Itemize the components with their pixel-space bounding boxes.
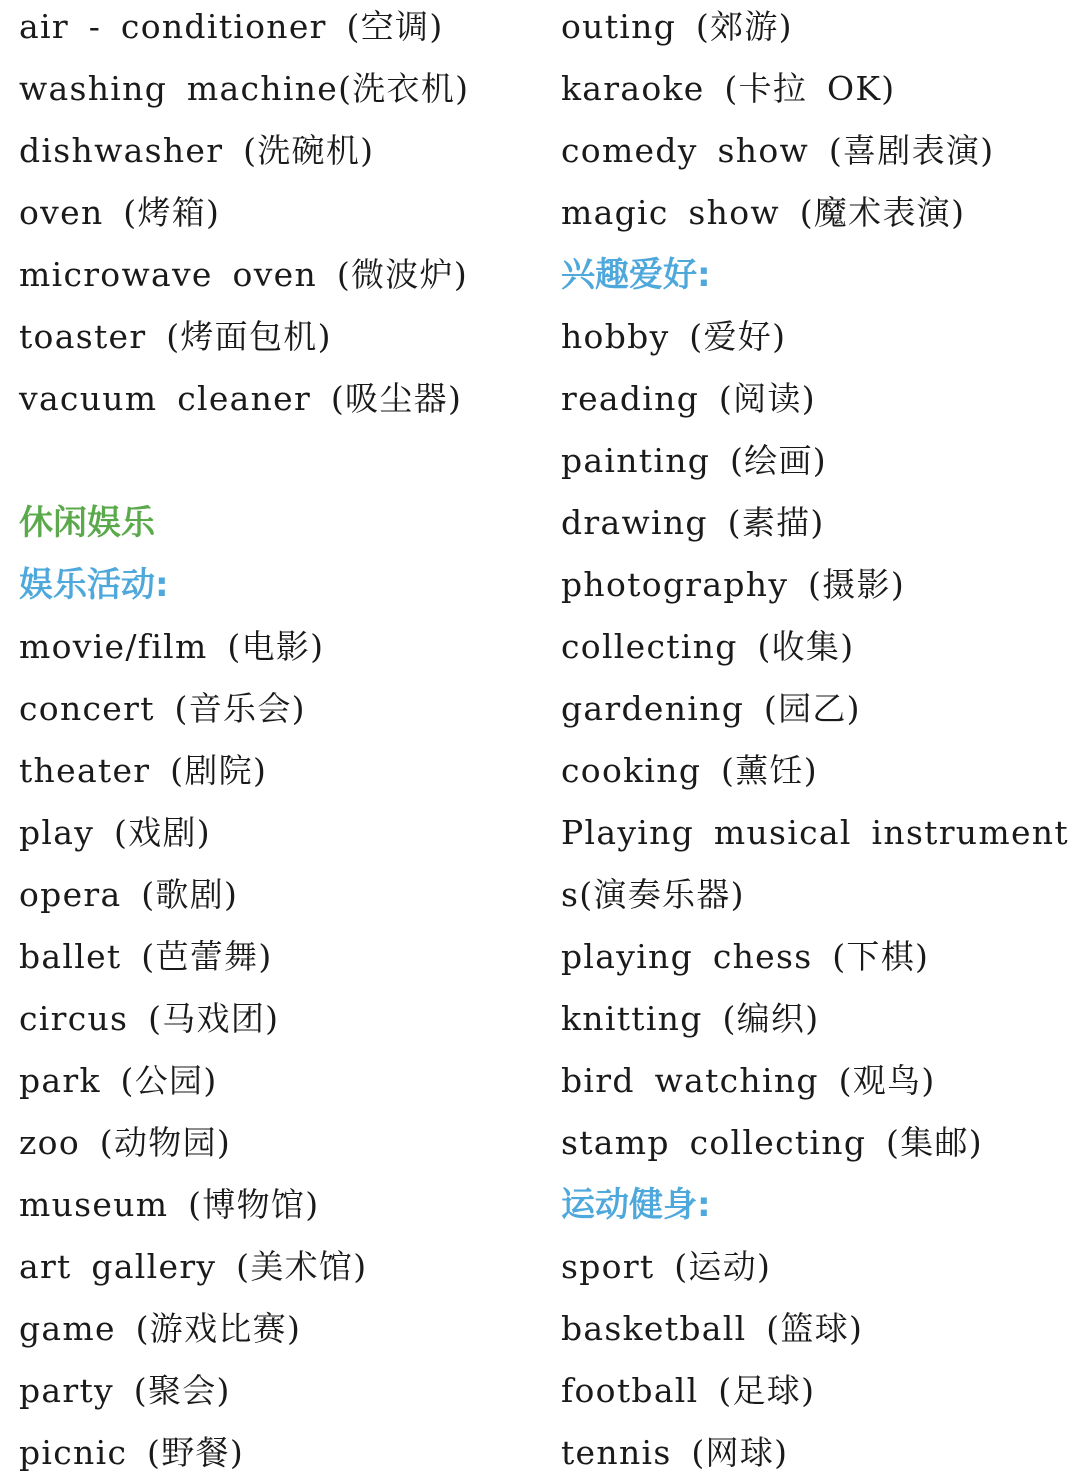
vocab-item: toaster (烤面包机): [19, 317, 332, 356]
vocab-item: photography (摄影): [561, 565, 906, 604]
vocab-item: washing machine(洗衣机): [19, 69, 470, 108]
vocab-item: outing (郊游): [561, 7, 793, 46]
vocab-item: s(演奏乐器): [561, 875, 745, 914]
vocab-item: park (公园): [19, 1061, 218, 1100]
vocab-item: oven (烤箱): [19, 193, 221, 232]
vocab-item: hobby (爱好): [561, 317, 787, 356]
vocab-item: opera (歌剧): [19, 875, 239, 914]
vocab-item: comedy show (喜剧表演): [561, 131, 995, 170]
vocab-item: concert (音乐会): [19, 689, 306, 728]
section-heading-leisure: 休闲娱乐: [19, 503, 155, 543]
vocab-item: picnic (野餐): [19, 1433, 244, 1472]
vocab-item: game (游戏比赛): [19, 1309, 302, 1348]
vocab-item: party (聚会): [19, 1371, 231, 1410]
vocab-item: zoo (动物园): [19, 1123, 232, 1162]
vocab-item: sport (运动): [561, 1247, 772, 1286]
vocab-item: gardening (园乙): [561, 689, 861, 728]
vocab-item: theater (剧院): [19, 751, 268, 790]
vocab-item: playing chess (下棋): [561, 937, 930, 976]
vocab-item: cooking (薰饪): [561, 751, 818, 790]
vocab-item: bird watching (观鸟): [561, 1061, 936, 1100]
vocab-item: Playing musical instrument: [561, 813, 1069, 852]
vocab-item: vacuum cleaner (吸尘器): [19, 379, 463, 418]
vocab-item: karaoke (卡拉 OK): [561, 69, 896, 108]
subsection-heading-entertainment: 娱乐活动:: [19, 565, 169, 605]
vocab-item: stamp collecting (集邮): [561, 1123, 983, 1162]
vocab-item: basketball (篮球): [561, 1309, 864, 1348]
vocab-item: movie/film (电影): [19, 627, 325, 666]
vocab-item: reading (阅读): [561, 379, 816, 418]
vocab-item: drawing (素描): [561, 503, 825, 542]
vocab-item: tennis (网球): [561, 1433, 789, 1472]
vocab-item: dishwasher (洗碗机): [19, 131, 375, 170]
vocab-item: knitting (编织): [561, 999, 820, 1038]
subsection-heading-sports: 运动健身:: [561, 1185, 711, 1225]
vocab-item: play (戏剧): [19, 813, 211, 852]
vocab-item: painting (绘画): [561, 441, 827, 480]
vocab-item: air - conditioner (空调): [19, 7, 444, 46]
vocab-item: ballet (芭蕾舞): [19, 937, 273, 976]
vocab-item: circus (马戏团): [19, 999, 280, 1038]
subsection-heading-hobbies: 兴趣爱好:: [561, 255, 711, 295]
vocab-item: museum (博物馆): [19, 1185, 320, 1224]
vocab-item: collecting (收集): [561, 627, 855, 666]
vocab-item: football (足球): [561, 1371, 816, 1410]
vocab-item: art gallery (美术馆): [19, 1247, 368, 1286]
vocab-item: microwave oven (微波炉): [19, 255, 469, 294]
vocab-item: magic show (魔术表演): [561, 193, 966, 232]
